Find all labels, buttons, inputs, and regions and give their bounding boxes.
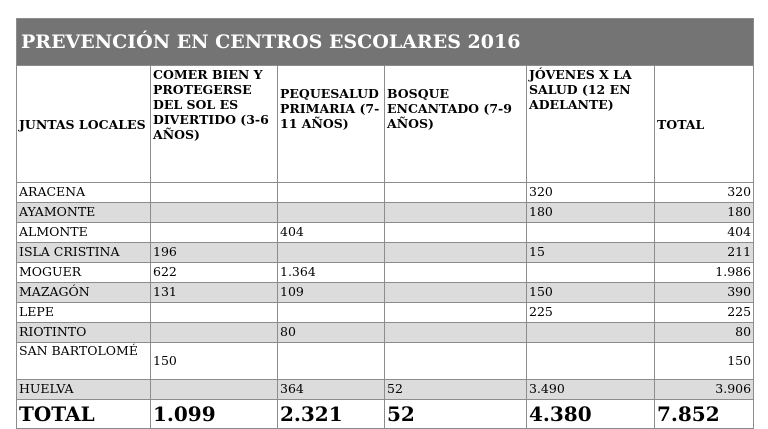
cell-peque: 364 xyxy=(278,380,385,400)
cell-jovenes: 320 xyxy=(527,183,655,203)
cell-total: 390 xyxy=(655,283,754,303)
cell-peque: 109 xyxy=(278,283,385,303)
cell-jovenes xyxy=(527,263,655,283)
cell-comer: 196 xyxy=(151,243,278,263)
header-jovenes-salud: JÓVENES X LA SALUD (12 EN ADELANTE) xyxy=(527,66,655,183)
header-bosque-encantado: BOSQUE ENCANTADO (7-9 AÑOS) xyxy=(385,66,527,183)
totals-peque: 2.321 xyxy=(278,400,385,429)
cell-comer xyxy=(151,380,278,400)
cell-peque xyxy=(278,303,385,323)
cell-peque xyxy=(278,203,385,223)
cell-jovenes: 150 xyxy=(527,283,655,303)
cell-total: 3.906 xyxy=(655,380,754,400)
prevention-table xyxy=(16,18,754,429)
cell-peque: 404 xyxy=(278,223,385,243)
row-name: ISLA CRISTINA xyxy=(17,243,151,263)
row-name: HUELVA xyxy=(17,380,151,400)
row-name: RIOTINTO xyxy=(17,323,151,343)
cell-comer xyxy=(151,203,278,223)
cell-bosque xyxy=(385,223,527,243)
row-name: ALMONTE xyxy=(17,223,151,243)
header-comer-bien: COMER BIEN Y PROTEGERSE DEL SOL ES DIVERTIDO (3-6 AÑOS) xyxy=(151,66,278,183)
cell-bosque xyxy=(385,203,527,223)
row-name: SAN BARTOLOMÉ xyxy=(17,343,151,380)
cell-total: 404 xyxy=(655,223,754,243)
header-juntas-locales: JUNTAS LOCALES xyxy=(17,66,151,183)
cell-jovenes xyxy=(527,223,655,243)
cell-jovenes: 3.490 xyxy=(527,380,655,400)
header-total: TOTAL xyxy=(655,66,754,183)
cell-peque: 1.364 xyxy=(278,263,385,283)
header-pequesalud: PEQUESALUD PRIMARIA (7-11 AÑOS) xyxy=(278,66,385,183)
row-name: LEPE xyxy=(17,303,151,323)
cell-peque xyxy=(278,243,385,263)
cell-comer: 150 xyxy=(151,343,278,380)
cell-total: 320 xyxy=(655,183,754,203)
table-row-ayamonte xyxy=(17,203,754,223)
cell-comer xyxy=(151,323,278,343)
table-row-lepe xyxy=(17,303,754,323)
table-row-aracena xyxy=(17,183,754,203)
cell-jovenes: 15 xyxy=(527,243,655,263)
cell-comer xyxy=(151,183,278,203)
table-row-san-bartolome xyxy=(17,343,754,380)
table-row-isla-cristina xyxy=(17,243,754,263)
cell-comer: 622 xyxy=(151,263,278,283)
table-row-almonte xyxy=(17,223,754,243)
totals-total: 7.852 xyxy=(655,400,754,429)
cell-peque: 80 xyxy=(278,323,385,343)
cell-bosque xyxy=(385,263,527,283)
cell-jovenes xyxy=(527,343,655,380)
cell-bosque xyxy=(385,283,527,303)
cell-bosque: 52 xyxy=(385,380,527,400)
table-row-mazagon xyxy=(17,283,754,303)
cell-peque xyxy=(278,183,385,203)
totals-row xyxy=(17,400,754,429)
totals-comer: 1.099 xyxy=(151,400,278,429)
totals-bosque: 52 xyxy=(385,400,527,429)
row-name: MOGUER xyxy=(17,263,151,283)
table-row-moguer xyxy=(17,263,754,283)
table-row-huelva xyxy=(17,380,754,400)
cell-bosque xyxy=(385,243,527,263)
totals-jovenes: 4.380 xyxy=(527,400,655,429)
cell-comer: 131 xyxy=(151,283,278,303)
totals-label: TOTAL xyxy=(17,400,151,429)
cell-bosque xyxy=(385,303,527,323)
row-name: MAZAGÓN xyxy=(17,283,151,303)
cell-total: 180 xyxy=(655,203,754,223)
cell-total: 80 xyxy=(655,323,754,343)
prevention-table-container xyxy=(16,18,753,429)
table-title: PREVENCIÓN EN CENTROS ESCOLARES 2016 xyxy=(17,19,754,66)
cell-jovenes xyxy=(527,323,655,343)
header-row xyxy=(17,66,754,183)
cell-comer xyxy=(151,223,278,243)
cell-bosque xyxy=(385,323,527,343)
cell-total: 225 xyxy=(655,303,754,323)
cell-peque xyxy=(278,343,385,380)
table-row-riotinto xyxy=(17,323,754,343)
row-name: AYAMONTE xyxy=(17,203,151,223)
row-name: ARACENA xyxy=(17,183,151,203)
cell-total: 1.986 xyxy=(655,263,754,283)
cell-jovenes: 225 xyxy=(527,303,655,323)
cell-bosque xyxy=(385,343,527,380)
cell-comer xyxy=(151,303,278,323)
cell-total: 211 xyxy=(655,243,754,263)
cell-jovenes: 180 xyxy=(527,203,655,223)
cell-total: 150 xyxy=(655,343,754,380)
cell-bosque xyxy=(385,183,527,203)
